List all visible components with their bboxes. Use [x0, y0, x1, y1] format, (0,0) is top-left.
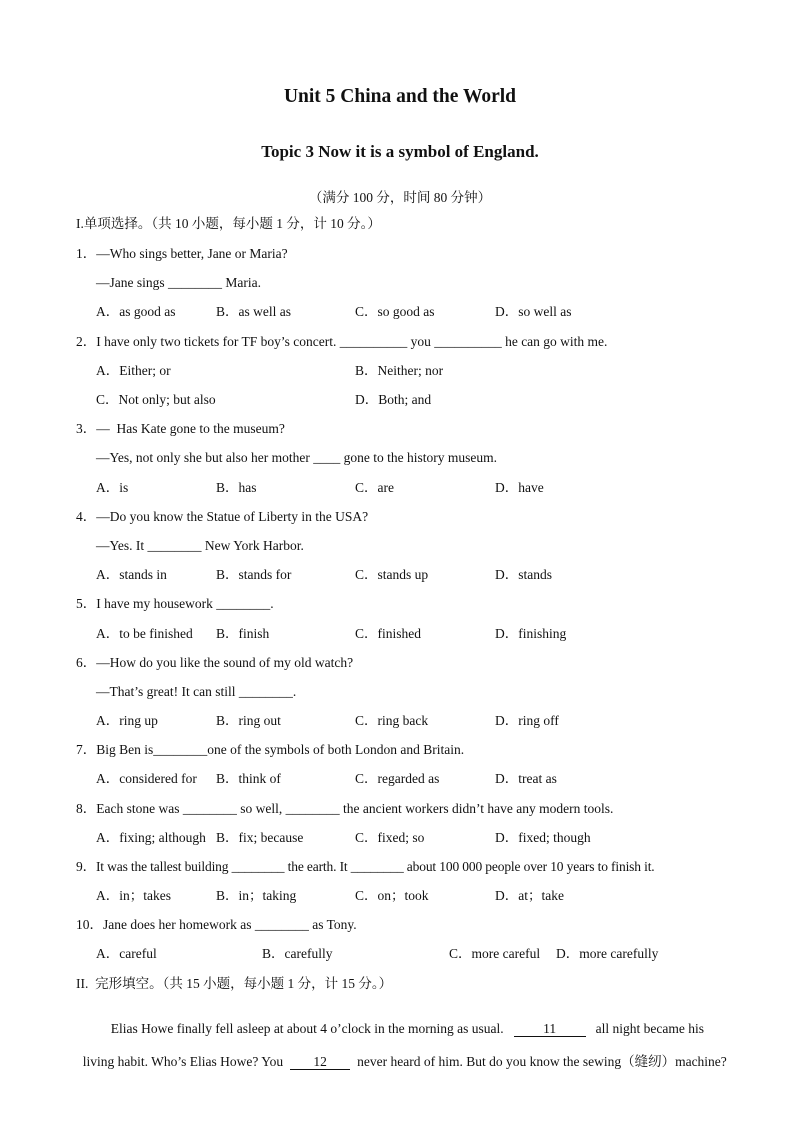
question-4-option-c[interactable]: C．stands up — [355, 567, 429, 582]
cloze-text-1a: Elias Howe finally fell asleep at about 4 o’clock in the morning as usual. — [110, 1021, 504, 1036]
question-9-option-d[interactable]: D．at；take — [495, 888, 564, 903]
question-6-option-a[interactable]: A．ring up — [96, 713, 158, 728]
question-8-option-a[interactable]: A．fixing; although — [96, 830, 206, 845]
question-5-option-d[interactable]: D．finishing — [495, 626, 567, 641]
question-9-stem: 9．It was the tallest building ________ the earth. It ________ about 100 000 people over 10 years to finish it. — [76, 859, 655, 874]
question-8-stem: 8．Each stone was ________ so well, ________ the ancient workers didn’t have any modern tools. — [76, 801, 614, 816]
section-2-heading: II. 完形填空。（共 15 小题，每小题 1 分，计 15 分。） — [76, 976, 393, 991]
question-8-option-d[interactable]: D．fixed; though — [495, 830, 591, 845]
question-4-option-b[interactable]: B．stands for — [216, 567, 292, 582]
question-3-option-c[interactable]: C．are — [355, 480, 394, 495]
question-5-stem: 5．I have my housework ________. — [76, 596, 274, 611]
question-1-stem: 1．—Who sings better, Jane or Maria? — [76, 246, 288, 261]
question-3-stem: 3．— Has Kate gone to the museum? — [76, 421, 285, 436]
unit-title: Unit 5 China and the World — [283, 86, 517, 107]
cloze-paragraph-line-2 — [76, 1038, 727, 1070]
question-3-option-b[interactable]: B．has — [216, 480, 257, 495]
question-1-option-b[interactable]: B．as well as — [216, 304, 291, 319]
question-1-option-d[interactable]: D．so well as — [495, 304, 572, 319]
question-2-option-c[interactable]: C．Not only; but also — [96, 392, 216, 407]
question-4-stem: 4．—Do you know the Statue of Liberty in the USA? — [76, 509, 369, 524]
question-9-option-c[interactable]: C．on；took — [355, 888, 429, 903]
question-6-stem: 6．—How do you like the sound of my old watch? — [76, 655, 354, 670]
question-6-option-b[interactable]: B．ring out — [216, 713, 281, 728]
cloze-text-1b: all night became his — [595, 1021, 704, 1036]
question-2-option-a[interactable]: A．Either; or — [96, 363, 171, 378]
question-6-option-d[interactable]: D．ring off — [495, 713, 559, 728]
cloze-text-2b: never heard of him. But do you know the sewing（缝纫）machine? — [357, 1054, 727, 1069]
question-7-option-c[interactable]: C．regarded as — [355, 771, 440, 786]
question-2-option-d[interactable]: D．Both; and — [355, 392, 432, 407]
question-6-response: —That’s great! It can still ________. — [96, 684, 297, 699]
question-4-option-a[interactable]: A．stands in — [96, 567, 167, 582]
question-8-option-c[interactable]: C．fixed; so — [355, 830, 425, 845]
cloze-blank-11[interactable]: 11 — [514, 1022, 586, 1037]
question-1-option-a[interactable]: A．as good as — [96, 304, 176, 319]
score-line: （满分 100 分，时间 80 分钟） — [308, 190, 492, 205]
question-7-option-d[interactable]: D．treat as — [495, 771, 557, 786]
question-10-option-a[interactable]: A．careful — [96, 946, 157, 961]
question-8-option-b[interactable]: B．fix; because — [216, 830, 304, 845]
cloze-blank-12[interactable]: 12 — [290, 1055, 350, 1070]
question-5-option-c[interactable]: C．finished — [355, 626, 421, 641]
question-7-option-b[interactable]: B．think of — [216, 771, 281, 786]
question-10-option-c[interactable]: C．more careful — [449, 946, 541, 961]
question-5-option-b[interactable]: B．finish — [216, 626, 270, 641]
question-10-stem: 10．Jane does her homework as ________ as Tony. — [76, 917, 357, 932]
question-2-option-b[interactable]: B．Neither; nor — [355, 363, 444, 378]
question-3-option-a[interactable]: A．is — [96, 480, 129, 495]
question-9-option-a[interactable]: A．in；takes — [96, 888, 171, 903]
question-7-option-a[interactable]: A．considered for — [96, 771, 197, 786]
question-6-option-c[interactable]: C．ring back — [355, 713, 429, 728]
question-1-response: —Jane sings ________ Maria. — [96, 275, 261, 290]
question-5-option-a[interactable]: A．to be finished — [96, 626, 193, 641]
question-4-option-d[interactable]: D．stands — [495, 567, 552, 582]
section-1-heading: I.单项选择。（共 10 小题，每小题 1 分，计 10 分。） — [76, 216, 381, 231]
question-10-option-b[interactable]: B．carefully — [262, 946, 333, 961]
topic-title: Topic 3 Now it is a symbol of England. — [261, 142, 539, 161]
cloze-text-2a: living habit. Who’s Elias Howe? You — [82, 1054, 284, 1069]
question-10-option-d[interactable]: D．more carefully — [556, 946, 659, 961]
cloze-paragraph-line-1 — [104, 1005, 704, 1037]
question-2-stem: 2．I have only two tickets for TF boy’s concert. __________ you __________ he can go with me. — [76, 334, 608, 349]
question-3-response: —Yes, not only she but also her mother ____ gone to the history museum. — [96, 450, 497, 465]
question-4-response: —Yes. It ________ New York Harbor. — [96, 538, 304, 553]
question-9-option-b[interactable]: B．in；taking — [216, 888, 297, 903]
question-3-option-d[interactable]: D．have — [495, 480, 544, 495]
question-7-stem: 7．Big Ben is________one of the symbols of both London and Britain. — [76, 742, 465, 757]
question-1-option-c[interactable]: C．so good as — [355, 304, 435, 319]
